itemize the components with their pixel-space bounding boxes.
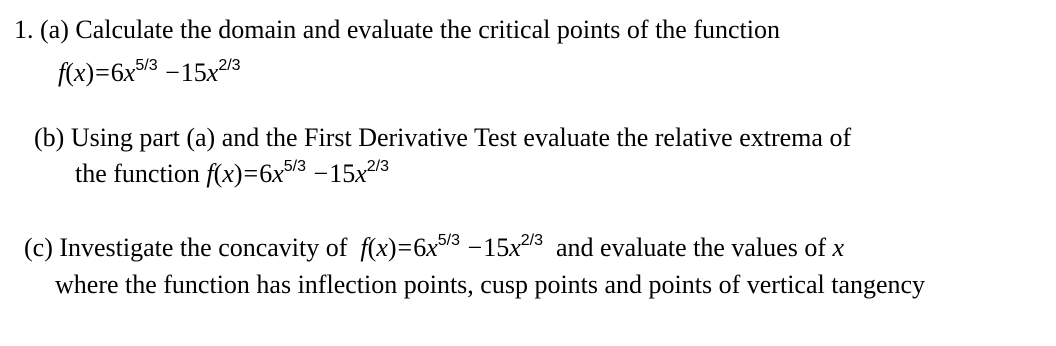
function-variable: x [73,58,86,87]
coefficient-1: 6 [413,233,427,262]
part-b-line-2 [75,159,389,189]
coefficient-1: 6 [259,159,273,188]
part-c-prefix: (c) Investigate the concavity of [24,233,354,262]
part-c-variable: x [832,233,845,262]
function-name: f [206,159,214,188]
exponent-2: 2/3 [366,158,389,175]
exponent-2: 2/3 [218,57,241,74]
minus-sign: − [313,159,329,188]
function-variable: x [222,159,234,188]
function-variable: x [376,233,388,262]
term-2-variable: x [509,233,521,262]
term-1-variable: x [272,159,284,188]
part-b-prefix: the function [75,159,207,188]
exponent-2: 2/3 [520,232,543,249]
term-2-variable: x [206,58,219,87]
function-name: f [360,233,368,262]
function-name: f [58,58,66,87]
part-b-formula: $f(x)=6x^{5/3} -15x^{2/3}$ [206,158,389,188]
part-c-suffix: and evaluate the values of [549,233,833,262]
coefficient-2: 15 [483,233,510,262]
coefficient-1: 6 [110,58,124,87]
part-c-line-1 [24,233,844,263]
term-2-variable: x [355,159,367,188]
coefficient-2: 15 [329,159,356,188]
part-c-formula: $f(x)=6x^{5/3} -15x^{2/3}$ [360,232,543,262]
part-b-statement: (b) Using part (a) and the First Derivative Test evaluate the relative extrema of [34,123,852,152]
part-a-formula: $f(x)=6x^{5/3} -15x^{2/3}$ [58,57,241,87]
part-a-statement: 1. (a) Calculate the domain and evaluate the critical points of the function [14,15,780,44]
term-1-variable: x [426,233,438,262]
part-c-line-2: where the function has inflection points, cusp points and points of vertical tangency [55,270,926,299]
exponent-1: 5/3 [437,232,461,249]
coefficient-2: 15 [180,58,207,87]
minus-sign: − [165,58,180,87]
exponent-1: 5/3 [283,158,307,175]
minus-sign: − [467,233,483,262]
term-1-variable: x [123,58,136,87]
exponent-1: 5/3 [135,57,158,74]
